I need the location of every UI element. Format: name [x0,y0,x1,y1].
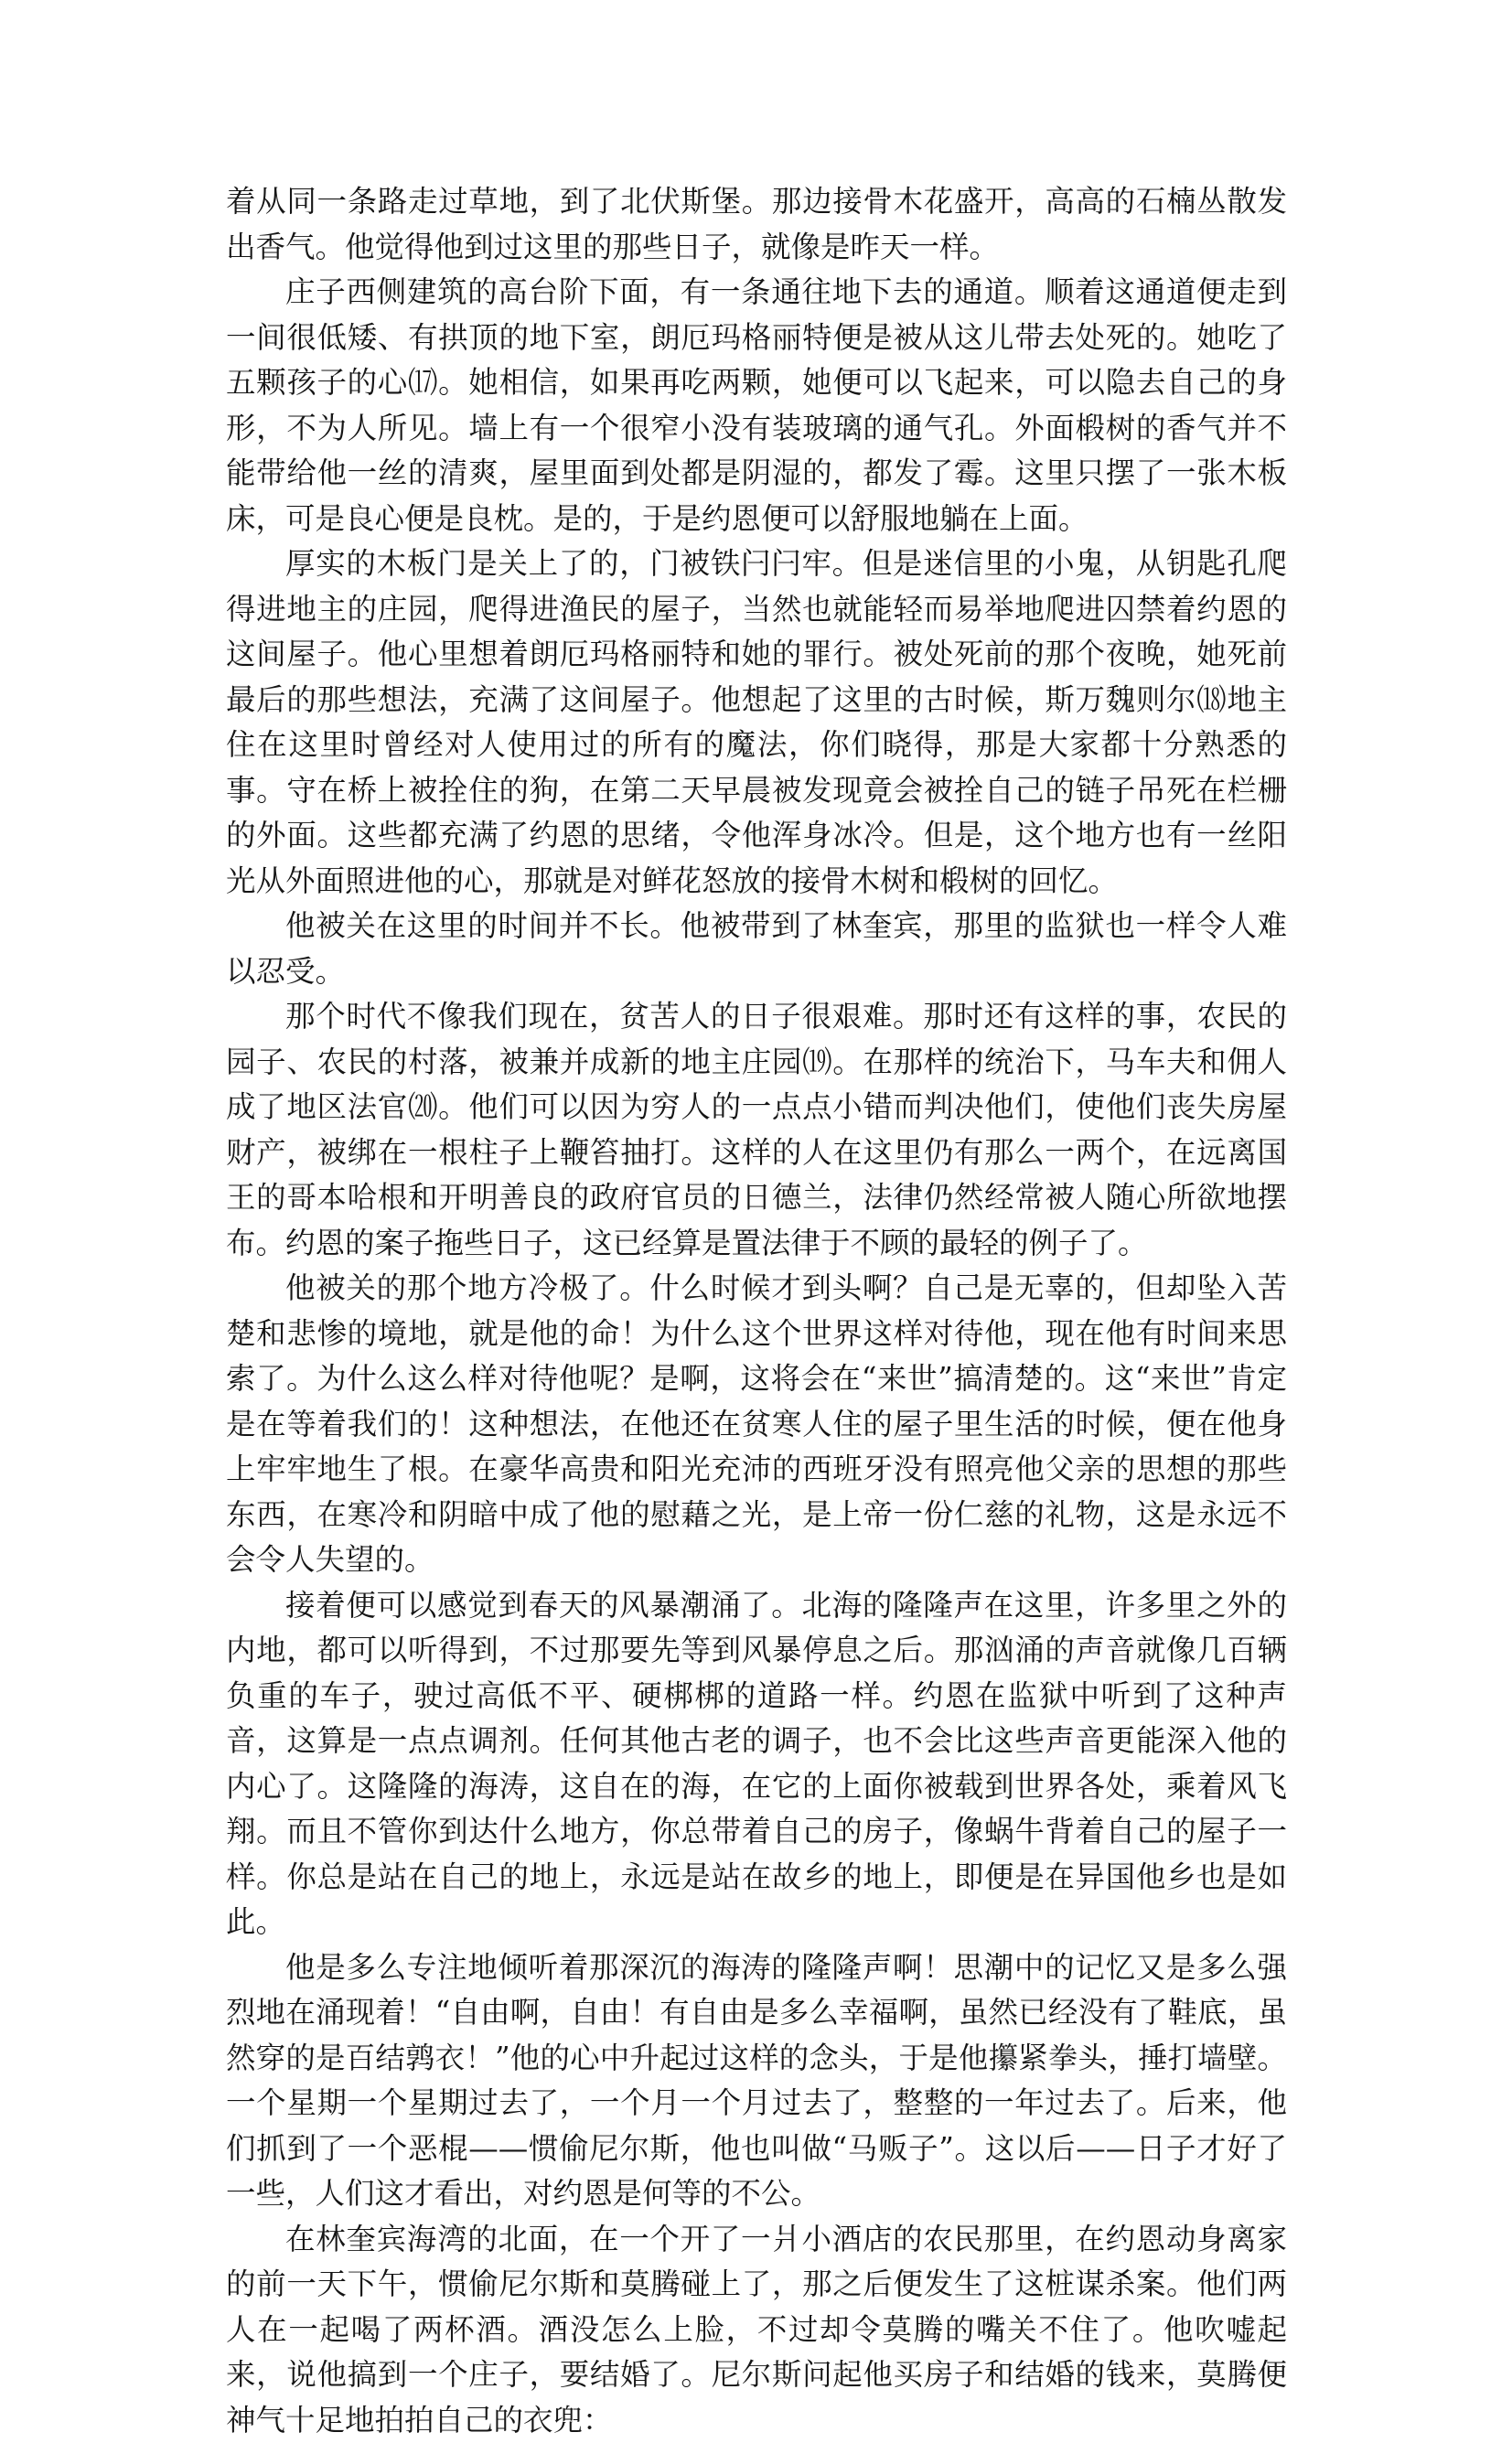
paragraph-1: 着从同一条路走过草地，到了北伏斯堡。那边接骨木花盛开，高高的石楠丛散发出香气。他觉得他到过这里的那些日子，就像是昨天一样。 [226,179,1287,270]
paragraph-2: 庄子西侧建筑的高台阶下面，有一条通往地下去的通道。顺着这通道便走到一间很低矮、有拱顶的地下室，朗厄玛格丽特便是被从这儿带去处死的。她吃了五颗孩子的心⒄。她相信，如果再吃两颗，她便可以飞起来，可以隐去自己的身形，不为人所见。墙上有一个很窄小没有装玻璃的通气孔。外面椴树的香气并不能带给他一丝的清爽，屋里面到处都是阴湿的，都发了霉。这里只摆了一张木板床，可是良心便是良枕。是的，于是约恩便可以舒服地躺在上面。 [226,270,1287,541]
document-page [226,179,1287,2443]
paragraph-5: 那个时代不像我们现在，贫苦人的日子很艰难。那时还有这样的事，农民的园子、农民的村落，被兼并成新的地主庄园⒆。在那样的统治下，马车夫和佣人成了地区法官⒇。他们可以因为穷人的一点点小错而判决他们，使他们丧失房屋财产，被绑在一根柱子上鞭笞抽打。这样的人在这里仍有那么一两个，在远离国王的哥本哈根和开明善良的政府官员的日德兰，法律仍然经常被人随心所欲地摆布。约恩的案子拖些日子，这已经算是置法律于不顾的最轻的例子了。 [226,994,1287,1266]
paragraph-9: 在林奎宾海湾的北面，在一个开了一爿小酒店的农民那里，在约恩动身离家的前一天下午，惯偷尼尔斯和莫腾碰上了，那之后便发生了这桩谋杀案。他们两人在一起喝了两杯酒。酒没怎么上脸，不过却令莫腾的嘴关不住了。他吹嘘起来，说他搞到一个庄子，要结婚了。尼尔斯问起他买房子和结婚的钱来，莫腾便神气十足地拍拍自己的衣兜： [226,2217,1287,2443]
paragraph-7: 接着便可以感觉到春天的风暴潮涌了。北海的隆隆声在这里，许多里之外的内地，都可以听得到，不过那要先等到风暴停息之后。那汹涌的声音就像几百辆负重的车子，驶过高低不平、硬梆梆的道路一样。约恩在监狱中听到了这种声音，这算是一点点调剂。任何其他古老的调子，也不会比这些声音更能深入他的内心了。这隆隆的海涛，这自在的海，在它的上面你被载到世界各处，乘着风飞翔。而且不管你到达什么地方，你总带着自己的房子，像蜗牛背着自己的屋子一样。你总是站在自己的地上，永远是站在故乡的地上，即便是在异国他乡也是如此。 [226,1583,1287,1945]
paragraph-4: 他被关在这里的时间并不长。他被带到了林奎宾，那里的监狱也一样令人难以忍受。 [226,904,1287,994]
paragraph-8: 他是多么专注地倾听着那深沉的海涛的隆隆声啊！思潮中的记忆又是多么强烈地在涌现着！“自由啊，自由！有自由是多么幸福啊，虽然已经没有了鞋底，虽然穿的是百结鹑衣！”他的心中升起过这样的念头，于是他攥紧拳头，捶打墙壁。一个星期一个星期过去了，一个月一个月过去了，整整的一年过去了。后来，他们抓到了一个恶棍——惯偷尼尔斯，他也叫做“马贩子”。这以后——日子才好了一些，人们这才看出，对约恩是何等的不公。 [226,1945,1287,2217]
paragraph-3: 厚实的木板门是关上了的，门被铁闩闩牢。但是迷信里的小鬼，从钥匙孔爬得进地主的庄园，爬得进渔民的屋子，当然也就能轻而易举地爬进囚禁着约恩的这间屋子。他心里想着朗厄玛格丽特和她的罪行。被处死前的那个夜晚，她死前最后的那些想法，充满了这间屋子。他想起了这里的古时候，斯万魏则尔⒅地主住在这里时曾经对人使用过的所有的魔法，你们晓得，那是大家都十分熟悉的事。守在桥上被拴住的狗，在第二天早晨被发现竟会被拴自己的链子吊死在栏栅的外面。这些都充满了约恩的思绪，令他浑身冰冷。但是，这个地方也有一丝阳光从外面照进他的心，那就是对鲜花怒放的接骨木树和椴树的回忆。 [226,541,1287,904]
paragraph-6: 他被关的那个地方冷极了。什么时候才到头啊？自己是无辜的，但却坠入苦楚和悲惨的境地，就是他的命！为什么这个世界这样对待他，现在他有时间来思索了。为什么这么样对待他呢？是啊，这将会在“来世”搞清楚的。这“来世”肯定是在等着我们的！这种想法，在他还在贫寒人住的屋子里生活的时候，便在他身上牢牢地生了根。在豪华高贵和阳光充沛的西班牙没有照亮他父亲的思想的那些东西，在寒冷和阴暗中成了他的慰藉之光，是上帝一份仁慈的礼物，这是永远不会令人失望的。 [226,1266,1287,1583]
